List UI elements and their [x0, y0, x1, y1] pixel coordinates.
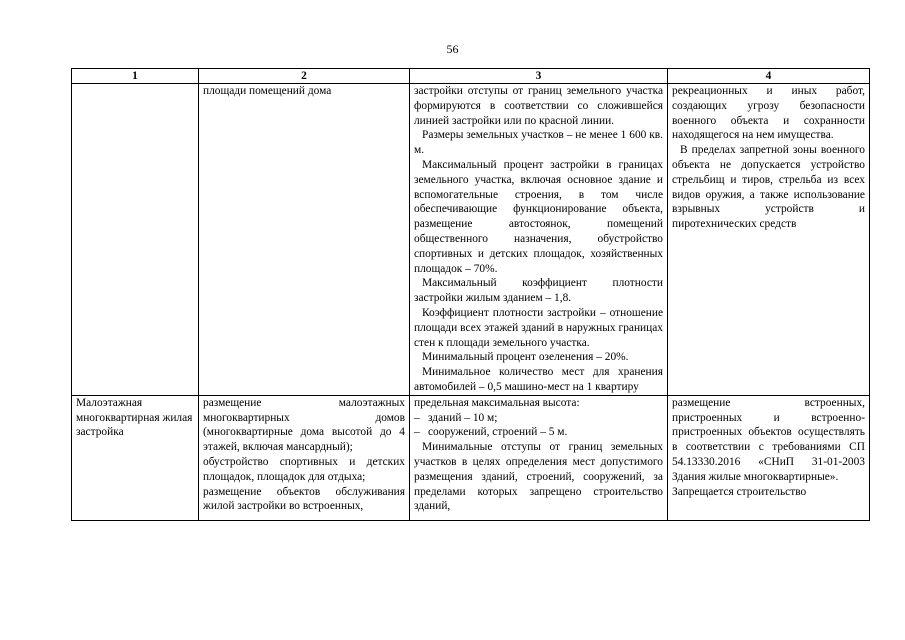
column-header-1: 1 [72, 69, 199, 84]
row1-col4-cell [668, 84, 870, 396]
dash-bullet: – [414, 426, 420, 439]
row1-col1-cell [72, 84, 199, 396]
table-row [72, 395, 870, 520]
row1-col3-para: Минимальное количество мест для хранения автомобилей – 0,5 машино-мест на 1 квартиру [414, 366, 663, 393]
row2-col4-para: Запрещается строительство [672, 485, 807, 498]
row2-col3-bullet [414, 425, 663, 440]
table-header-row [72, 69, 870, 84]
column-header-3: 3 [410, 69, 668, 84]
row1-col3-cell [410, 84, 668, 396]
row2-col3-para: Минимальные отступы от границ земельных участков в целях определения мест допустимого размещения зданий, строений, сооружений, за пределами которых запрещено строительство зданий, [414, 441, 663, 513]
row1-col3-para: застройки отступы от границ земельного участка формируются в соответствии со сложившейся линией застройки или по красной линии. [414, 85, 663, 127]
row1-col3-para: Размеры земельных участков – не менее 1 600 кв. м. [414, 129, 663, 157]
row1-col3-para: Минимальный процент озеленения – 20%. [422, 351, 629, 364]
row1-col4-para: рекреационных и иных работ, создающих угрозу безопасности военного объекта и сохранности находящегося на нем имущества. [672, 85, 865, 142]
row2-col2-para: обустройство спортивных и детских площадок, площадок для отдыха; [203, 455, 405, 483]
bullet-text: сооружений, строений – 5 м. [428, 426, 568, 439]
table-row [72, 84, 870, 396]
column-header-4: 4 [668, 69, 870, 84]
row1-col3-para: Максимальный коэффициент плотности застройки жилым зданием – 1,8. [414, 277, 663, 305]
regulations-table [71, 68, 870, 521]
row2-col1-cell: Малоэтажная многоквартирная жилая застройка [72, 395, 199, 520]
row2-col4-cell [668, 395, 870, 520]
row1-col4-para: В пределах запретной зоны военного объекта не допускается устройство стрельбищ и тиров, стрельба из всех видов оружия, а также использование взрывных устройств и пиротехнических средств [672, 144, 865, 231]
row2-col2-para: размещение объектов обслуживания жилой застройки во встроенных, [203, 485, 405, 513]
row2-col2-para: размещение малоэтажных многоквартирных домов (многоквартирные дома высотой до 4 этажей, включая мансардный); [203, 396, 405, 454]
row1-col3-para: Максимальный процент застройки в границах земельного участка, включая основное здание и вспомогательные строения, в том числе обеспечивающие функционирование объекта, размещение автостоянок, помещений общественного назначения, обустройство спортивных и детских площадок, хозяйственных площадок – 70%. [414, 158, 663, 275]
row2-col4-para: размещение встроенных, пристроенных и встроенно-пристроенных объектов осуществлять в соответствии с требованиями СП 54.13330.2016 «СНиП 31-01-2003 Здания жилые многоквартирные». [672, 396, 865, 483]
dash-bullet: – [414, 411, 420, 424]
row1-col2-cell: площади помещений дома [199, 84, 410, 396]
bullet-text: зданий – 10 м; [428, 411, 498, 424]
row2-col3-cell [410, 395, 668, 520]
row2-col2-cell [199, 395, 410, 520]
column-header-2: 2 [199, 69, 410, 84]
page-number: 56 [446, 42, 459, 56]
row2-col3-bullet [414, 411, 663, 426]
row2-col3-intro: предельная максимальная высота: [414, 396, 580, 409]
row1-col3-para: Коэффициент плотности застройки – отношение площади всех этажей зданий в наружных границах стен к площади земельного участка. [414, 306, 663, 349]
